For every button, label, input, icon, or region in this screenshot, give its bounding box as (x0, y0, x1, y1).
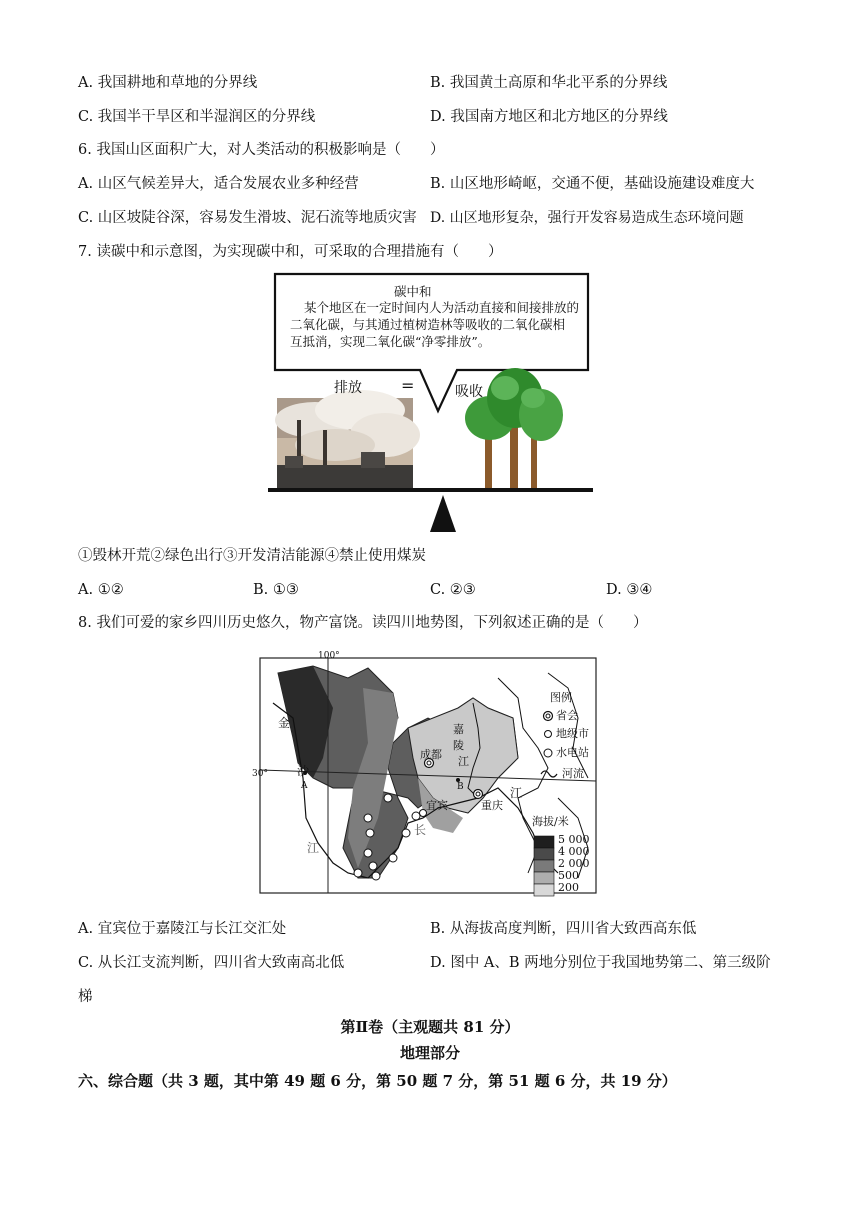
q7-choices: ①毁林开荒②绿色出行③开发清洁能源④禁止使用煤炭 (78, 548, 426, 564)
label-ling: 陵 (453, 739, 464, 752)
hydro-station (364, 849, 372, 857)
label-sha: 沙 (297, 764, 310, 778)
q7-option-d: D. ③④ (606, 582, 653, 598)
q6-option-b: B. 山区地形崎岖，交通不便，基础设施建设难度大 (430, 176, 755, 192)
elevation-swatch (534, 836, 554, 848)
label-a: A (301, 781, 308, 791)
label-chongqing: 重庆 (481, 799, 503, 812)
q5-option-c: C. 我国半干旱区和半湿润区的分界线 (78, 109, 316, 125)
q6-option-d: D. 山区地形复杂，强行开发容易造成生态环境问题 (430, 210, 744, 226)
label-jiang-sw: 江 (307, 841, 320, 855)
section-subtitle: 地理部分 (399, 1044, 460, 1062)
q8-option-b: B. 从海拔高度判断，四川省大致西高东低 (430, 921, 697, 937)
elevation-level-200: 200 (558, 881, 579, 894)
callout-text-line-3: 互抵消，实现二氧化碳“净零排放”。 (290, 334, 491, 349)
section-title: 第Ⅱ卷（主观题共 81 分） (340, 1018, 520, 1036)
balance-fulcrum (430, 495, 456, 532)
q8-option-d-continued: 梯 (78, 989, 93, 1005)
hydro-station (366, 829, 374, 837)
elevation-swatch (534, 860, 554, 872)
elevation-swatch (534, 848, 554, 860)
q7-option-b: B. ①③ (253, 582, 299, 598)
q5-option-b: B. 我国黄土高原和华北平系的分界线 (430, 75, 668, 91)
q7-option-a: A. ①② (78, 582, 124, 598)
q8-option-a: A. 宜宾位于嘉陵江与长江交汇处 (78, 921, 287, 937)
q7-stem: 7. 读碳中和示意图，为实现碳中和，可采取的合理措施有（ ） (78, 244, 503, 260)
absorb-label: 吸收 (455, 384, 483, 400)
elevation-level-500: 500 (558, 869, 579, 882)
latitude-label: 30° (252, 769, 268, 779)
hydro-station (372, 872, 380, 880)
q7-option-c: C. ②③ (430, 582, 476, 598)
hydro-station (369, 862, 377, 870)
label-jiang-east: 江 (510, 786, 523, 800)
q6-option-a: A. 山区气候差异大，适合发展农业多种经营 (78, 176, 359, 192)
section-heading: 六、综合题（共 3 题，其中第 49 题 6 分，第 50 题 7 分，第 51 题 6 分，共 19 分） (78, 1072, 677, 1090)
label-b: B (457, 782, 464, 792)
hydro-station (412, 812, 420, 820)
label-jiang-mid: 江 (458, 755, 469, 768)
label-yibin: 宜宾 (426, 799, 448, 812)
q6-option-c: C. 山区坡陡谷深，容易发生滑坡、泥石流等地质灾害 (78, 210, 417, 226)
legend-title: 图例 (550, 691, 572, 704)
sichuan-topographic-map (258, 648, 603, 898)
elevation-swatch (534, 872, 554, 884)
legend-elevation-title: 海拔/米 (532, 815, 569, 828)
legend-city: 地级市 (556, 727, 589, 740)
elevation-legend (534, 836, 554, 896)
elevation-level-2000: 2 000 (558, 857, 590, 870)
q8-option-d: D. 图中 A、B 两地分别位于我国地势第二、第三级阶 (430, 955, 771, 971)
q5-option-d: D. 我国南方地区和北方地区的分界线 (430, 109, 668, 125)
equals-sign: = (401, 376, 415, 395)
callout-text-line-2: 二氧化碳，与其通过植树造林等吸收的二氧化碳相 (290, 317, 566, 332)
callout-text-line-1: 某个地区在一定时间内人为活动直接和间接排放的 (304, 300, 580, 315)
hydro-station (354, 869, 362, 877)
label-chang: 长 (414, 823, 427, 837)
legend-hydro: 水电站 (556, 746, 589, 759)
callout-title: 碳中和 (394, 284, 432, 299)
q8-stem: 8. 我们可爱的家乡四川历史悠久，物产富饶。读四川地势图，下列叙述正确的是（ ） (78, 615, 648, 631)
legend-capital: 省会 (556, 709, 578, 722)
hydro-station (384, 794, 392, 802)
label-jia: 嘉 (453, 723, 464, 736)
hydro-station (402, 829, 410, 837)
legend-river: 河流 (562, 767, 584, 780)
hydro-station (389, 854, 397, 862)
label-chengdu: 成都 (420, 748, 442, 761)
label-jin: 金 (278, 716, 291, 730)
balance-beam (268, 488, 593, 492)
longitude-label: 100° (318, 651, 340, 661)
hydro-station (364, 814, 372, 822)
elevation-swatch (534, 884, 554, 896)
factory-smoke-image (275, 390, 420, 488)
elevation-level-5000: 5 000 (558, 833, 590, 846)
q5-option-a: A. 我国耕地和草地的分界线 (78, 75, 258, 91)
elevation-level-4000: 4 000 (558, 845, 590, 858)
q6-stem: 6. 我国山区面积广大，对人类活动的积极影响是（ ） (78, 142, 445, 158)
emit-label: 排放 (334, 380, 362, 396)
q8-option-c: C. 从长江支流判断，四川省大致南高北低 (78, 955, 345, 971)
